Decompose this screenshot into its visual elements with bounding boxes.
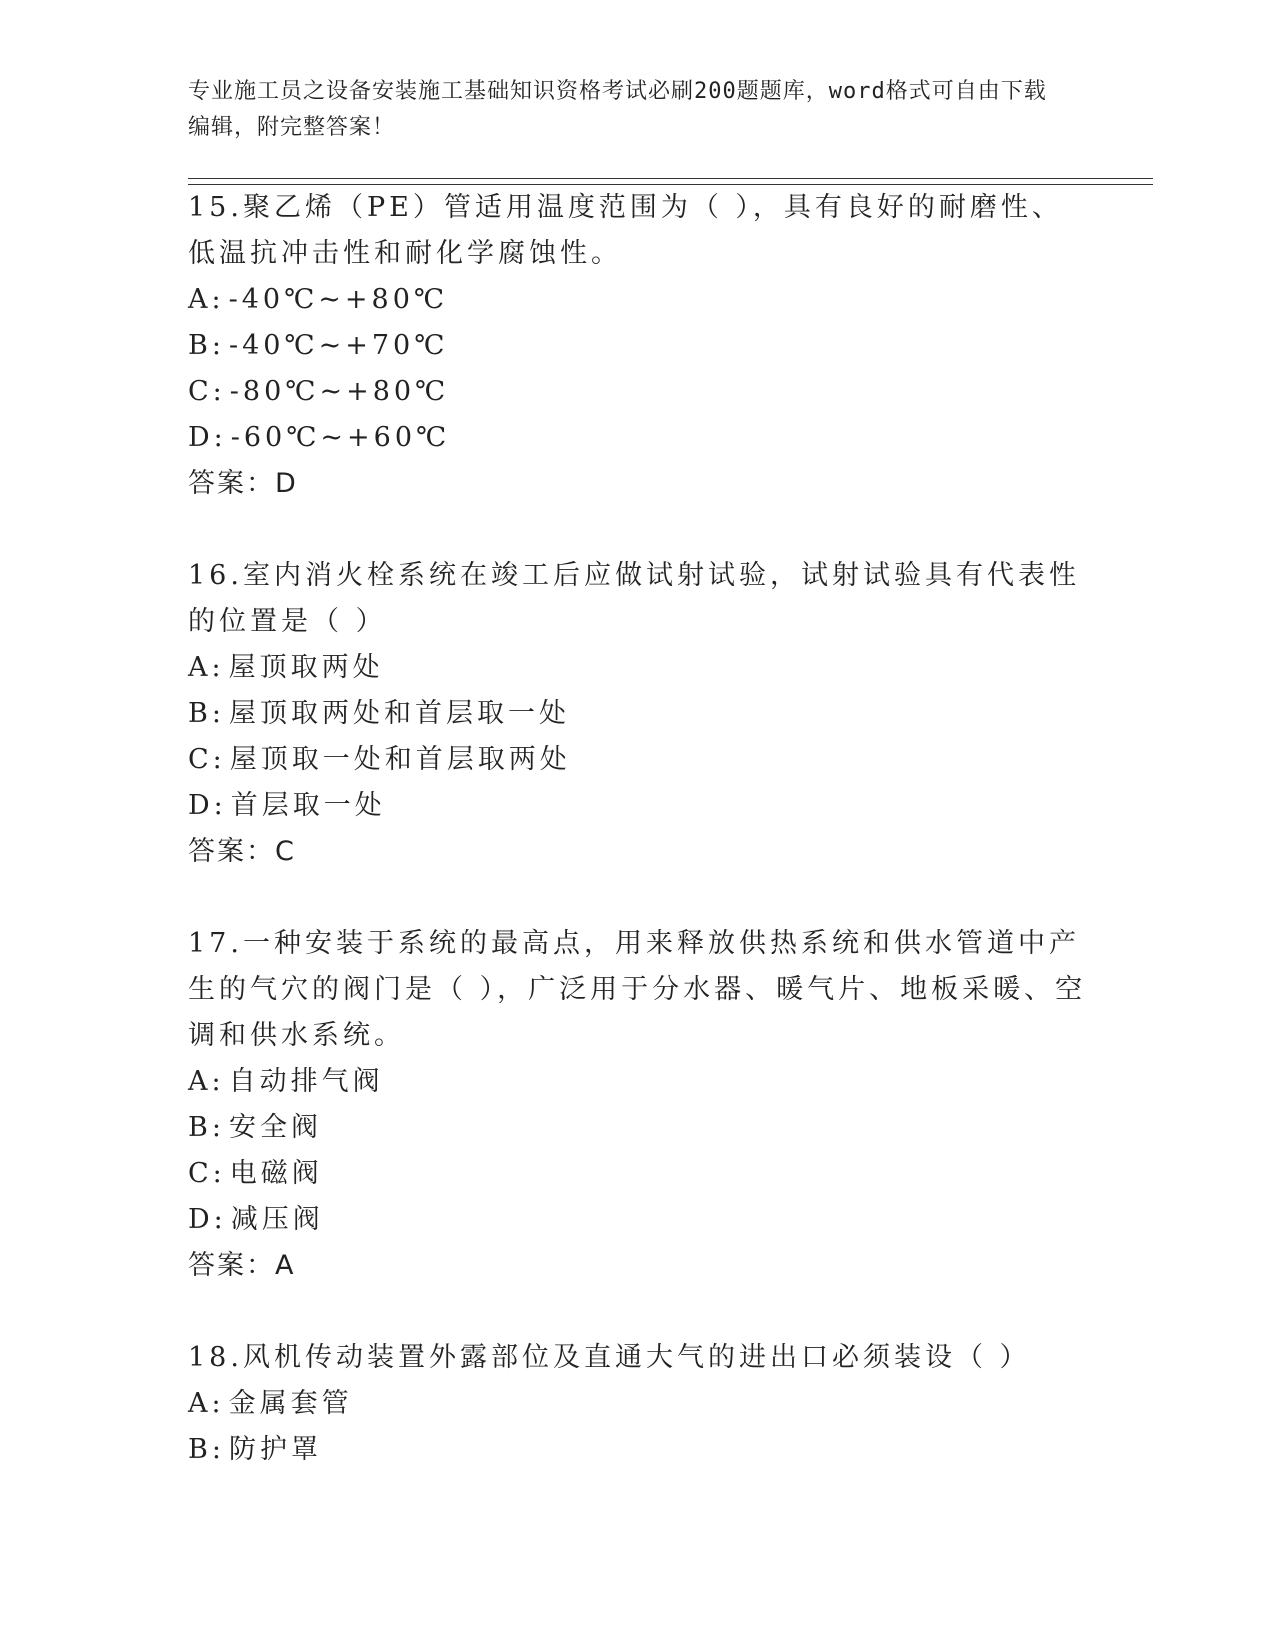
option-a [188, 1381, 1088, 1427]
option-text: 安全阀 [228, 1112, 322, 1143]
option-text: 减压阀 [230, 1204, 324, 1235]
answer-line: 答案：D [188, 468, 298, 499]
option-text: 防护罩 [228, 1434, 322, 1465]
option-letter: D: [188, 422, 227, 453]
option-letter: C: [188, 744, 226, 775]
option-a [188, 645, 1088, 691]
option-text: -40℃~+80℃ [228, 284, 449, 315]
option-b [188, 323, 1088, 369]
question-18 [188, 1335, 1088, 1473]
question-stem: 18.风机传动装置外露部位及直通大气的进出口必须装设（ ） [188, 1342, 1031, 1373]
option-d [188, 415, 1088, 461]
answer-line: 答案：C [188, 836, 296, 867]
document-header: 专业施工员之设备安装施工基础知识资格考试必刷200题题库，word格式可自由下载编辑，附完整答案！ [188, 79, 1047, 140]
option-c [188, 737, 1088, 783]
option-letter: B: [188, 1112, 225, 1143]
option-c [188, 1151, 1088, 1197]
option-letter: A: [188, 284, 225, 315]
question-17 [188, 921, 1088, 1289]
option-letter: C: [188, 1158, 226, 1189]
option-letter: A: [188, 1388, 225, 1419]
option-a [188, 277, 1088, 323]
spacer [188, 1289, 1088, 1335]
option-letter: B: [188, 698, 225, 729]
option-letter: B: [188, 330, 225, 361]
option-text: -60℃~+60℃ [230, 422, 451, 453]
question-stem: 17.一种安装于系统的最高点，用来释放供热系统和供水管道中产生的气穴的阀门是（ ），广泛用于分水器、暖气片、地板采暖、空调和供水系统。 [188, 928, 1087, 1051]
question-stem: 15.聚乙烯（PE）管适用温度范围为（ ），具有良好的耐磨性、低温抗冲击性和耐化学腐蚀性。 [188, 192, 1063, 269]
option-text: -40℃~+70℃ [228, 330, 449, 361]
option-d [188, 783, 1088, 829]
option-text: 屋顶取两处和首层取一处 [228, 698, 570, 729]
option-text: 首层取一处 [230, 790, 386, 821]
option-text: 屋顶取两处 [228, 652, 384, 683]
option-text: -80℃~+80℃ [229, 376, 450, 407]
header-rule-top [188, 178, 1153, 179]
question-list [188, 185, 1088, 1473]
question-stem: 16.室内消火栓系统在竣工后应做试射试验，试射试验具有代表性的位置是（ ） [188, 560, 1080, 637]
option-a [188, 1059, 1088, 1105]
answer-line: 答案：A [188, 1250, 296, 1281]
option-b [188, 1105, 1088, 1151]
option-letter: A: [188, 1066, 225, 1097]
option-letter: D: [188, 790, 227, 821]
option-letter: C: [188, 376, 226, 407]
spacer [188, 507, 1088, 553]
option-d [188, 1197, 1088, 1243]
option-b [188, 1427, 1088, 1473]
option-letter: A: [188, 652, 225, 683]
option-letter: D: [188, 1204, 227, 1235]
question-15 [188, 185, 1088, 507]
option-b [188, 691, 1088, 737]
option-text: 自动排气阀 [228, 1066, 384, 1097]
question-16 [188, 553, 1088, 875]
spacer [188, 875, 1088, 921]
option-c [188, 369, 1088, 415]
option-text: 金属套管 [228, 1388, 353, 1419]
option-text: 电磁阀 [229, 1158, 323, 1189]
option-letter: B: [188, 1434, 225, 1465]
option-text: 屋顶取一处和首层取两处 [229, 744, 571, 775]
